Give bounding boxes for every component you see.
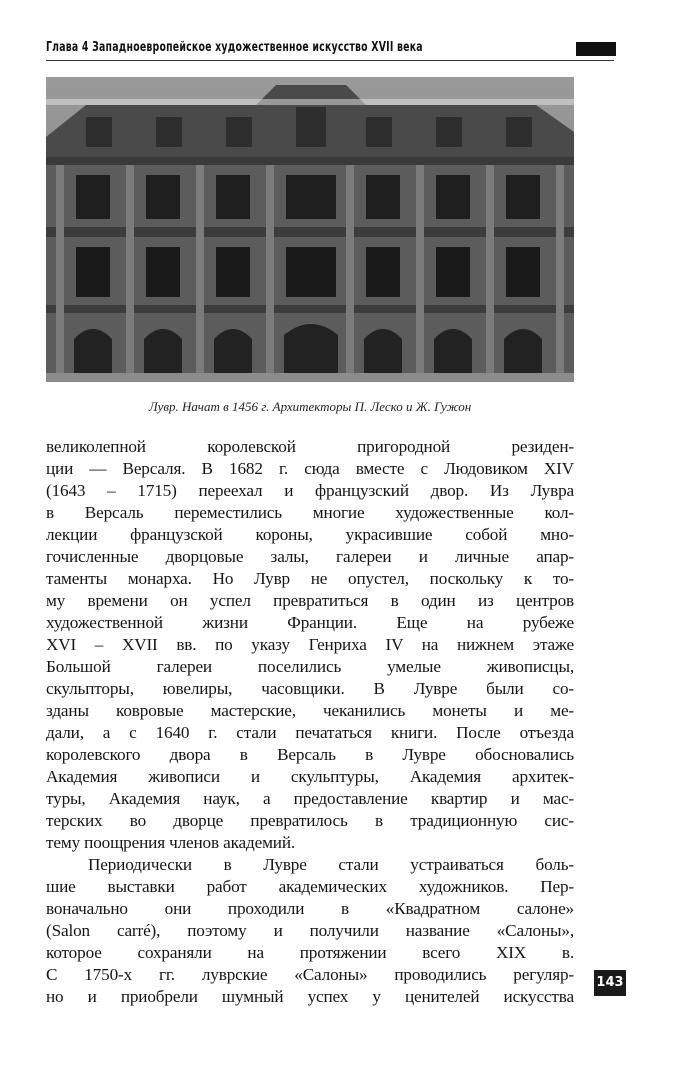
text-line: в Версаль переместились многие художественные кол- bbox=[46, 503, 574, 522]
text-line: му времени он успел превратиться в один из центров bbox=[46, 591, 574, 610]
text-line: шие выставки работ академических художников. Пер- bbox=[46, 877, 574, 896]
figure-caption: Лувр. Начат в 1456 г. Архитекторы П. Леско и Ж. Гужон bbox=[148, 399, 472, 414]
header-rule bbox=[46, 60, 614, 61]
text-line: но и приобрели шумный успех у ценителей искусства bbox=[46, 987, 574, 1006]
text-line: королевского двора в Версаль в Лувре обосновались bbox=[46, 745, 574, 764]
text-line: скульпторы, ювелиры, часовщики. В Лувре были со- bbox=[46, 679, 574, 698]
text-line: С 1750-х гг. луврские «Салоны» проводились регуляр- bbox=[46, 965, 574, 984]
text-line: тему поощрения членов академий. bbox=[46, 833, 296, 852]
text-line: зданы ковровые мастерские, чеканились монеты и ме- bbox=[46, 701, 574, 720]
text-line: дали, а с 1640 г. стали печататься книги. После отъезда bbox=[46, 723, 574, 742]
text-line: великолепной королевской пригородной резиден- bbox=[46, 437, 574, 456]
text-line: (1643 – 1715) переехал и французский двор. Из Лувра bbox=[46, 481, 574, 500]
body-text bbox=[46, 436, 574, 1008]
text-line: Большой галереи поселились умелые живописцы, bbox=[46, 657, 574, 676]
text-line: туры, Академия наук, а предоставление квартир и мас- bbox=[46, 789, 574, 808]
text-line: художественной жизни Франции. Еще на рубеже bbox=[46, 613, 574, 632]
text-line: таменты монарха. Но Лувр не опустел, поскольку к то- bbox=[46, 569, 574, 588]
page-number: 143 bbox=[594, 970, 626, 996]
text-line: Академия живописи и скульптуры, Академия архитек- bbox=[46, 767, 574, 786]
header-bar bbox=[576, 42, 616, 56]
text-line: (Salon carré), поэтому и получили название «Салоны», bbox=[46, 921, 574, 940]
text-line: лекции французской короны, украсившие собой мно- bbox=[46, 525, 574, 544]
text-line: терских во дворце превратилось в традиционную сис- bbox=[46, 811, 574, 830]
running-title: Глава 4 Западноевропейское художественное искусство XVII века bbox=[46, 40, 423, 55]
text-line: которое сохраняли на протяжении всего XIX в. bbox=[46, 943, 574, 962]
text-line: воначально они проходили в «Квадратном салоне» bbox=[46, 899, 574, 918]
text-line: XVI – XVII вв. по указу Генриха IV на нижнем этаже bbox=[46, 635, 574, 654]
running-header bbox=[46, 40, 614, 62]
louvre-photo bbox=[46, 77, 574, 382]
louvre-facade-illustration bbox=[46, 77, 574, 382]
text-line: гочисленные дворцовые залы, галереи и личные апар- bbox=[46, 547, 574, 566]
text-line: ции — Версаля. В 1682 г. сюда вместе с Людовиком XIV bbox=[46, 459, 574, 478]
text-line: Периодически в Лувре стали устраиваться боль- bbox=[88, 855, 574, 874]
